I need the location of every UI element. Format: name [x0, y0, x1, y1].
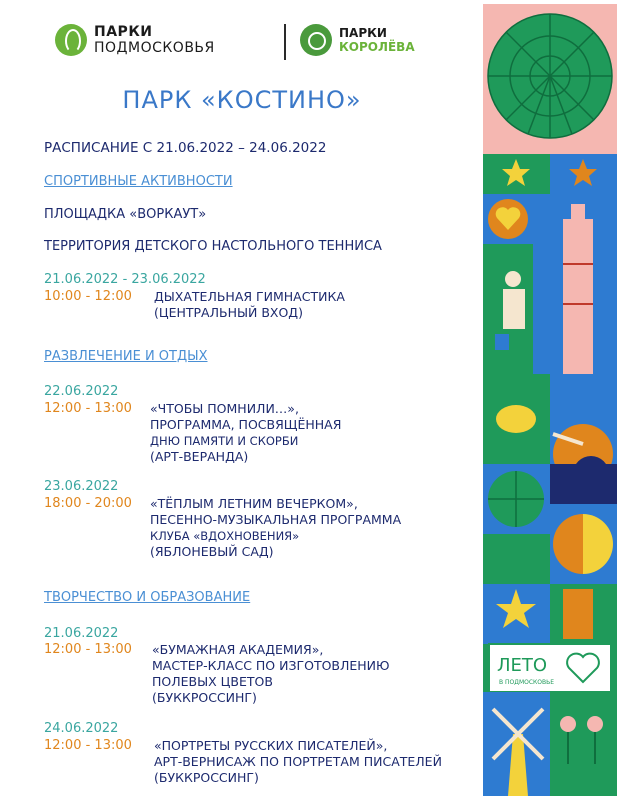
sport-item-tennis: ТЕРРИТОРИЯ ДЕТСКОГО НАСТОЛЬНОГО ТЕННИСА [44, 239, 382, 254]
section-heading-sport: СПОРТИВНЫЕ АКТИВНОСТИ [44, 174, 233, 189]
person-icon [505, 271, 521, 287]
event-location: (ЯБЛОНЕВЫЙ САД) [150, 544, 274, 559]
event-desc-line: ПОЛЕВЫХ ЦВЕТОВ [152, 674, 273, 689]
logo2-line1: ПАРКИ [339, 26, 387, 40]
logo1-line2: ПОДМОСКОВЬЯ [94, 40, 215, 56]
dog-icon [563, 589, 593, 639]
section-heading-creative: ТВОРЧЕСТВО И ОБРАЗОВАНИЕ [44, 590, 251, 605]
event-time: 10:00 - 12:00 [44, 289, 132, 304]
event-time: 18:00 - 20:00 [44, 496, 132, 511]
event-desc-line: ПЕСЕННО-МУЗЫКАЛЬНАЯ ПРОГРАММА [150, 512, 402, 527]
event-date: 23.06.2022 [44, 479, 119, 494]
tulip-icon [560, 716, 576, 732]
event-title: «ЧТОБЫ ПОМНИЛИ…», [150, 401, 299, 416]
sport-item-workout: ПЛОЩАДКА «ВОРКАУТ» [44, 207, 207, 222]
event-time: 12:00 - 13:00 [44, 642, 132, 657]
leaf-icon [55, 24, 87, 56]
lighthouse-icon [563, 219, 593, 374]
event-desc-line: КЛУБА «ВДОХНОВЕНИЯ» [150, 529, 300, 543]
event-date: 22.06.2022 [44, 384, 119, 399]
logo-divider [284, 24, 286, 60]
event-title: ДЫХАТЕЛЬНАЯ ГИМНАСТИКА [154, 289, 345, 304]
page-title: ПАРК «КОСТИНО» [122, 86, 362, 114]
section-heading-leisure: РАЗВЛЕЧЕНИЕ И ОТДЫХ [44, 349, 208, 364]
frog-icon [496, 405, 536, 433]
logo1-line1: ПАРКИ [94, 24, 153, 40]
event-date: 24.06.2022 [44, 721, 119, 736]
event-location: (БУККРОССИНГ) [154, 770, 259, 785]
event-desc-line: АРТ-ВЕРНИСАЖ ПО ПОРТРЕТАМ ПИСАТЕЛЕЙ [154, 754, 442, 769]
event-desc-line: ПРОГРАММА, ПОСВЯЩЁННАЯ [150, 417, 342, 432]
logo2-line2: КОРОЛЁВА [339, 40, 415, 54]
event-desc-line: ДНЮ ПАМЯТИ И СКОРБИ [150, 434, 299, 448]
schedule-range: РАСПИСАНИЕ С 21.06.2022 – 24.06.2022 [44, 140, 327, 156]
parks-podmoskovya-logo [55, 24, 215, 56]
event-title: «ПОРТРЕТЫ РУССКИХ ПИСАТЕЛЕЙ», [154, 738, 388, 753]
globe-icon [300, 24, 332, 56]
event-date: 21.06.2022 - 23.06.2022 [44, 272, 206, 287]
tulip-icon [587, 716, 603, 732]
parks-koroleva-logo [300, 24, 415, 56]
event-location: (ЦЕНТРАЛЬНЫЙ ВХОД) [154, 305, 303, 320]
leto-text: ЛЕТО [497, 655, 548, 676]
event-title: «БУМАЖНАЯ АКАДЕМИЯ», [152, 642, 324, 657]
event-title: «ТЁПЛЫМ ЛЕТНИМ ВЕЧЕРКОМ», [150, 496, 358, 511]
event-location: (АРТ-ВЕРАНДА) [150, 449, 249, 464]
event-desc-line: МАСТЕР-КЛАСС ПО ИЗГОТОВЛЕНИЮ [152, 658, 390, 673]
event-location: (БУККРОССИНГ) [152, 690, 257, 705]
event-time: 12:00 - 13:00 [44, 738, 132, 753]
event-time: 12:00 - 13:00 [44, 401, 132, 416]
art-illustration [483, 4, 617, 796]
summer-art-column [483, 4, 617, 796]
event-date: 21.06.2022 [44, 626, 119, 641]
leto-sub-text: В ПОДМОСКОВЬЕ [499, 679, 555, 686]
